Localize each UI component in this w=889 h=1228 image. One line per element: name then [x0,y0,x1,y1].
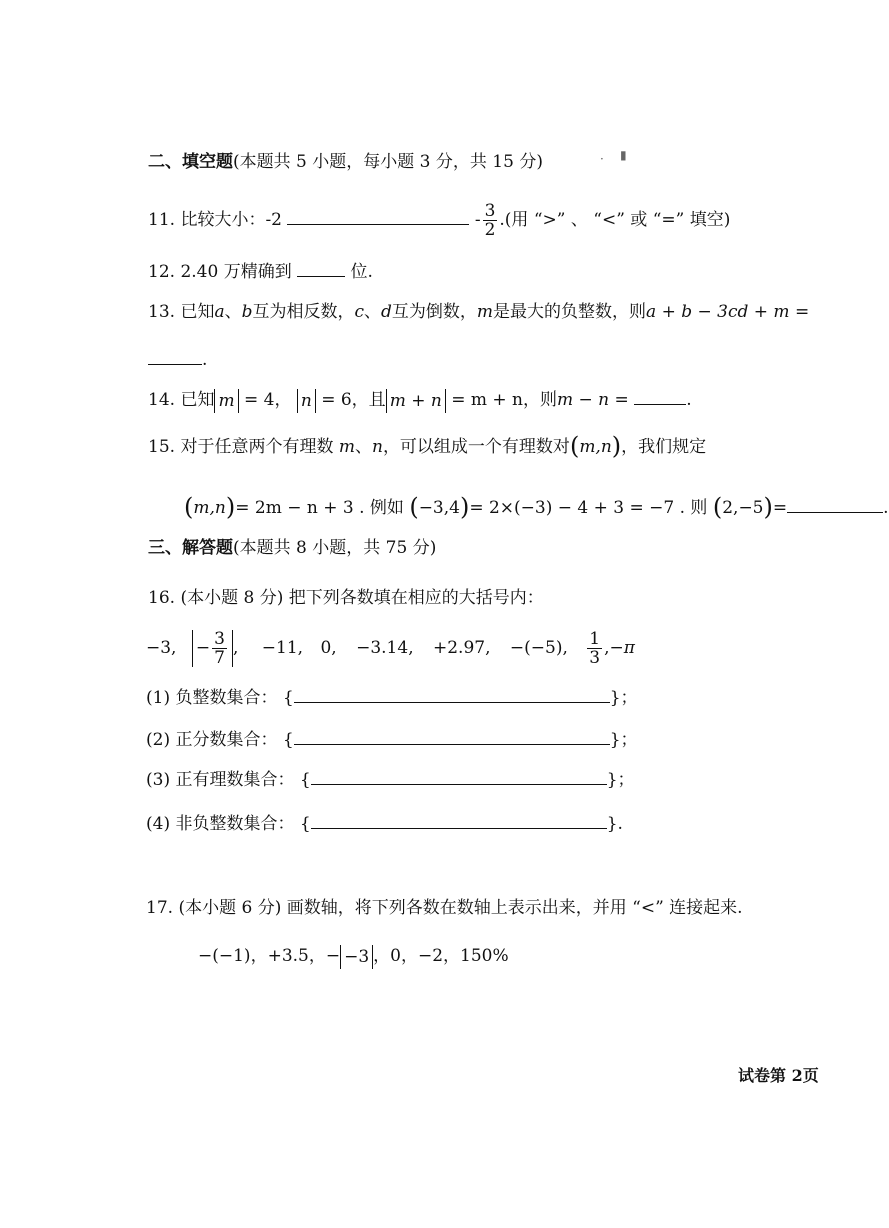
brace: }； [609,688,638,708]
var-a: a [214,302,225,322]
q13-text-4: 是最大的负整数，则 [493,302,647,322]
answer-blank[interactable] [294,684,610,703]
set-positive-rationals [146,766,635,792]
abs-m-plus-n: m + n [386,389,446,413]
q15-text-2: ，可以组成一个有理数对 [382,437,570,457]
equals-sign: = [772,498,788,518]
q13-sep: 、 [364,302,382,322]
answer-blank[interactable] [148,346,202,365]
brace: }； [609,730,638,750]
abs-fraction [192,630,233,667]
paren: ) [225,493,236,521]
q15-text: 15. 对于任意两个有理数 [148,437,334,457]
var-n: n [371,437,383,457]
numerator: 1 [589,629,601,649]
question-15 [148,434,706,459]
question-17-title [146,896,743,920]
section-title: 三、解答题 [148,538,233,558]
number: −3.14, [356,638,414,658]
paren: ( [409,493,419,521]
answer-blank[interactable] [287,206,469,225]
brace: { [299,814,311,834]
fraction [483,202,498,239]
numbers: −(−1)，+3.5，− [198,946,341,966]
q12-text: 12. 2.40 万精确到 [148,262,292,282]
set-label: (3) 正有理数集合： [146,770,295,790]
question-17-numbers [198,944,509,969]
q15-example-expr: = 2×(−3) − 4 + 3 = −7 . 则 [469,498,708,518]
set-label: (4) 非负整数集合： [146,814,295,834]
paren: ) [611,432,622,460]
page-footer [738,1064,819,1088]
q11-text: 11. 比较大小：-2 [148,210,282,230]
frac-sign: - [474,210,481,230]
pair-mn: m,n [579,437,612,457]
answer-blank[interactable] [634,386,686,405]
q11-instruction: .(用 “>” 、 “<” 或 “=” 填空) [499,210,731,230]
var-m: m [476,302,494,322]
section-2-heading [148,150,543,174]
q13-text-3: 互为倒数， [391,302,477,322]
var-c: c [354,302,365,322]
numbers: ，0，−2，150% [373,946,509,966]
question-12 [148,258,373,284]
numerator: 3 [484,201,496,221]
number: −11, [261,638,304,658]
fraction [212,630,227,667]
number: −(−5), [509,638,568,658]
comma: , [604,638,610,658]
paren: ) [763,493,773,521]
comma: , [232,638,239,658]
question-16-numbers [146,630,635,667]
ask-pair: 2,−5 [722,498,764,518]
paren: ( [569,432,580,460]
set-label: (2) 正分数集合： [146,730,278,750]
section-title: 二、填空题 [148,152,233,172]
abs-m: m [214,389,238,413]
abs-value: −3 [340,945,373,969]
q15-text-3: ，我们规定 [621,437,707,457]
q13-text-2: 互为相反数， [252,302,355,322]
abs-n: n [297,389,316,413]
section-note: (本题共 8 小题，共 75 分) [233,538,437,558]
paren: ) [459,493,470,521]
q15-definition-expr: = 2m − n + 3 . 例如 [235,498,404,518]
denominator: 7 [214,648,225,668]
set-negative-integers [146,684,638,710]
number: +2.97, [433,638,491,658]
example-pair: −3,4 [418,498,460,518]
q14-tail: . [686,390,692,410]
brace: { [282,688,294,708]
q13-sep: 、 [224,302,242,322]
question-16-title [148,586,544,610]
q17-title: 17. (本小题 6 分) 画数轴，将下列各数在数轴上表示出来，并用 “<” 连接起来. [146,898,743,918]
denominator: 2 [484,220,496,240]
var-d: d [381,302,392,322]
page-number: 试卷第 2页 [738,1066,819,1085]
q12-tail: 位. [350,262,373,282]
numerator: 3 [214,629,225,649]
section-3-heading [148,536,436,560]
denominator: 3 [589,648,601,668]
answer-blank[interactable] [311,810,607,829]
section-note: (本题共 5 小题，每小题 3 分，共 15 分) [233,152,543,172]
q14-text-4: = m + n，则 [451,390,557,410]
sign: − [195,638,211,658]
q15-tail: . [883,498,889,518]
brace: }. [606,814,623,834]
question-13 [148,300,809,324]
q13-text: 13. 已知 [148,302,215,322]
q13-tail: . [202,350,208,370]
answer-blank[interactable] [311,766,607,785]
q13-expression: a + b − 3cd + m = [646,302,810,322]
q14-expression: m − n = [557,390,629,410]
number: −3, [146,638,177,658]
question-11 [148,202,730,239]
answer-blank[interactable] [297,258,345,277]
pair-mn: m,n [193,498,226,518]
scan-speck: · [600,152,604,166]
question-14 [148,386,692,413]
answer-blank[interactable] [294,726,610,745]
var-b: b [241,302,253,322]
set-nonnegative-integers [146,810,623,836]
brace: { [282,730,294,750]
scan-speck: ▮ [620,148,627,162]
number: 0, [320,638,337,658]
q15-sep: 、 [354,437,372,457]
fraction [587,630,602,667]
question-15-definition [184,494,889,520]
q16-title: 16. (本小题 8 分) 把下列各数填在相应的大括号内： [148,588,544,608]
q14-text: 14. 已知 [148,390,215,410]
answer-blank[interactable] [787,494,883,513]
brace: { [299,770,311,790]
number-pi: −π [609,638,635,658]
set-positive-fractions [146,726,638,752]
paren: ( [184,493,194,521]
var-m: m [338,437,355,457]
question-13-answer [148,346,207,372]
set-label: (1) 负整数集合： [146,688,278,708]
q14-text-2: = 4， [243,390,292,410]
brace: }； [606,770,635,790]
paren: ( [712,493,723,521]
q14-text-3: = 6，且 [321,390,386,410]
